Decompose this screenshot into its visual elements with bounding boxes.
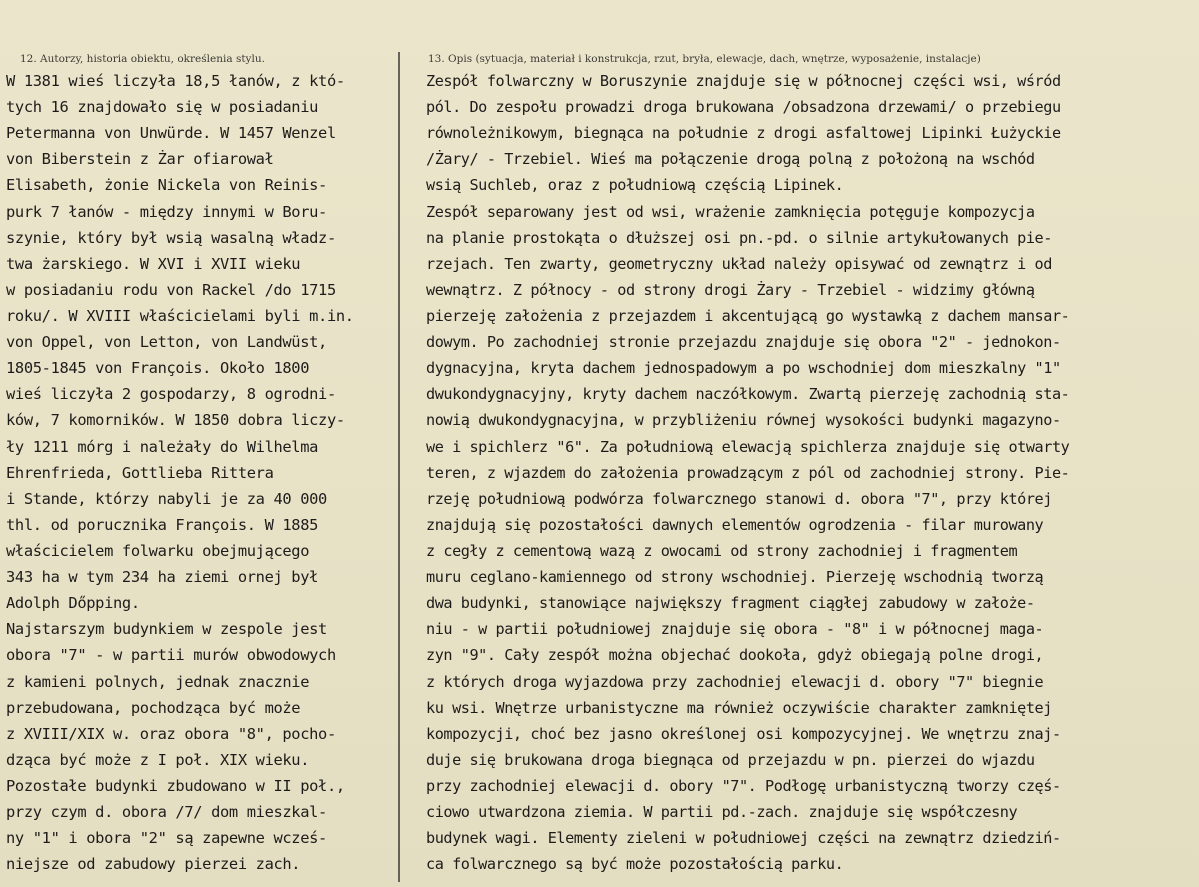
text-line: niu - w partii południowej znajduje się obora - "8" i w północnej maga- [426, 620, 1044, 639]
text-line: nowią dwukondygnacyjna, w przybliżeniu równej wysokości budynki magazyno- [426, 411, 1061, 430]
text-line: wsią Suchleb, oraz z południową częścią Lipinek. [426, 176, 844, 195]
text-line: Najstarszym budynkiem w zespole jest [6, 620, 327, 639]
text-line: von Oppel, von Letton, von Landwüst, [6, 333, 327, 352]
text-line: wieś liczyła 2 gospodarzy, 8 ogrodni- [6, 385, 336, 404]
text-line: dząca być może z I poł. XIX wieku. [6, 750, 310, 769]
text-line: budynek wagi. Elementy zieleni w południowej części na zewnątrz dziedziń- [426, 829, 1061, 848]
text-line: wewnątrz. Z północy - od strony drogi Żary - Trzebiel - widzimy główną [426, 280, 1035, 299]
text-line: Zespół separowany jest od wsi, wrażenie zamknięcia potęguje kompozycja [426, 202, 1035, 221]
text-line: dowym. Po zachodniej stronie przejazdu znajduje się obora "2" - jednokon- [426, 333, 1061, 352]
text-line: z XVIII/XIX w. oraz obora "8", pocho- [6, 724, 336, 743]
text-line: w posiadaniu rodu von Rackel /do 1715 [6, 280, 336, 299]
text-line: ku wsi. Wnętrze urbanistyczne ma również oczywiście charakter zamkniętej [426, 698, 1052, 717]
text-line: rzeję południową podwórza folwarcznego stanowi d. obora "7", przy której [426, 489, 1052, 508]
text-line: 1805-1845 von François. Około 1800 [6, 359, 310, 378]
text-line: przy czym d. obora /7/ dom mieszkal- [6, 803, 327, 822]
text-line: thl. od porucznika François. W 1885 [6, 515, 319, 534]
text-line: ły 1211 mórg i należały do Wilhelma [6, 437, 319, 456]
text-line: i Stande, którzy nabyli je za 40 000 [6, 489, 327, 508]
text-line: /Żary/ - Trzebiel. Wieś ma połączenie drogą polną z położoną na wschód [426, 150, 1035, 169]
description-text-column [426, 68, 1198, 877]
text-line: purk 7 łanów - między innymi w Boru- [6, 202, 327, 221]
text-line: 343 ha w tym 234 ha ziemi ornej był [6, 568, 319, 587]
text-line: na planie prostokąta o dłuższej osi pn.-pd. o silnie artykułowanych pie- [426, 228, 1052, 247]
text-line: Ehrenfrieda, Gottlieba Rittera [6, 463, 274, 482]
text-line: twa żarskiego. W XVI i XVII wieku [6, 254, 301, 273]
text-line: Pozostałe budynki zbudowano w II poł., [6, 776, 345, 795]
text-line: dwa budynki, stanowiące największy fragment ciągłej zabudowy w założe- [426, 594, 1035, 613]
text-line: Adolph Dőpping. [6, 594, 140, 613]
text-line: ciowo utwardzona ziemia. W partii pd.-zach. znajduje się współczesny [426, 803, 1018, 822]
history-text-column [6, 68, 398, 877]
text-line: we i spichlerz "6". Za południową elewacją spichlerza znajduje się otwarty [426, 437, 1070, 456]
text-line: von Biberstein z Żar ofiarował [6, 150, 274, 169]
text-line: Zespół folwarczny w Boruszynie znajduje się w północnej części wsi, wśród [426, 72, 1061, 90]
text-line: dwukondygnacyjny, kryty dachem naczółkowym. Zwartą pierzeję zachodnią sta- [426, 385, 1070, 404]
text-line: równoleżnikowym, biegnąca na południe z drogi asfaltowej Lipinki Łużyckie [426, 124, 1061, 143]
text-line: właścicielem folwarku obejmującego [6, 541, 310, 560]
column-divider [398, 52, 400, 882]
text-line: ny "1" i obora "2" są zapewne wcześ- [6, 829, 327, 848]
text-line: pierzeję założenia z przejazdem i akcentującą go wystawką z dachem mansar- [426, 306, 1070, 325]
left-column-heading: 12. Autorzy, historia obiektu, określenia stylu. [20, 53, 265, 65]
text-line: teren, z wjazdem do założenia prowadzącym z pól od zachodniej strony. Pie- [426, 463, 1070, 482]
text-line: pól. Do zespołu prowadzi droga brukowana /obsadzona drzewami/ o przebiegu [426, 98, 1061, 117]
text-line: przebudowana, pochodząca być może [6, 698, 301, 717]
text-line: duje się brukowana droga biegnąca od przejazdu w pn. pierzei do wjazdu [426, 750, 1035, 769]
text-line: rzejach. Ten zwarty, geometryczny układ należy opisywać od zewnątrz i od [426, 254, 1052, 273]
text-line: znajdują się pozostałości dawnych elementów ogrodzenia - filar murowany [426, 515, 1044, 534]
text-line: szynie, który był wsią wasalną władz- [6, 228, 336, 247]
text-line: zyn "9". Cały zespół można objechać dookoła, gdyż obiegają polne drogi, [426, 646, 1044, 665]
text-line: ca folwarcznego są być może pozostałością parku. [426, 855, 844, 874]
text-line: dygnacyjna, kryta dachem jednospadowym a po wschodniej dom mieszkalny "1" [426, 359, 1061, 378]
text-line: przy zachodniej elewacji d. obory "7". Podłogę urbanistyczną tworzy częś- [426, 776, 1061, 795]
text-line: z cegły z cementową wazą z owocami od strony zachodniej i fragmentem [426, 541, 1018, 560]
text-line: muru ceglano-kamiennego od strony wschodniej. Pierzeję wschodnią tworzą [426, 568, 1044, 587]
text-line: Elisabeth, żonie Nickela von Reinis- [6, 176, 327, 195]
text-line: niejsze od zabudowy pierzei zach. [6, 855, 301, 874]
text-line: kompozycji, choć bez jasno określonej osi kompozycyjnej. We wnętrzu znaj- [426, 724, 1061, 743]
text-line: Petermanna von Unwürde. W 1457 Wenzel [6, 124, 336, 143]
text-line: tych 16 znajdowało się w posiadaniu [6, 98, 319, 117]
text-line: roku/. W XVIII właścicielami byli m.in. [6, 306, 354, 325]
right-column-heading: 13. Opis (sytuacja, materiał i konstrukcja, rzut, bryła, elewacje, dach, wnętrze, wyposażenie, instalacje) [428, 53, 981, 65]
text-line: W 1381 wieś liczyła 18,5 łanów, z któ- [6, 72, 345, 90]
text-line: z których droga wyjazdowa przy zachodniej elewacji d. obory "7" biegnie [426, 672, 1044, 691]
text-line: ków, 7 komorników. W 1850 dobra liczy- [6, 411, 345, 430]
text-line: obora "7" - w partii murów obwodowych [6, 646, 336, 665]
text-line: z kamieni polnych, jednak znacznie [6, 672, 310, 691]
